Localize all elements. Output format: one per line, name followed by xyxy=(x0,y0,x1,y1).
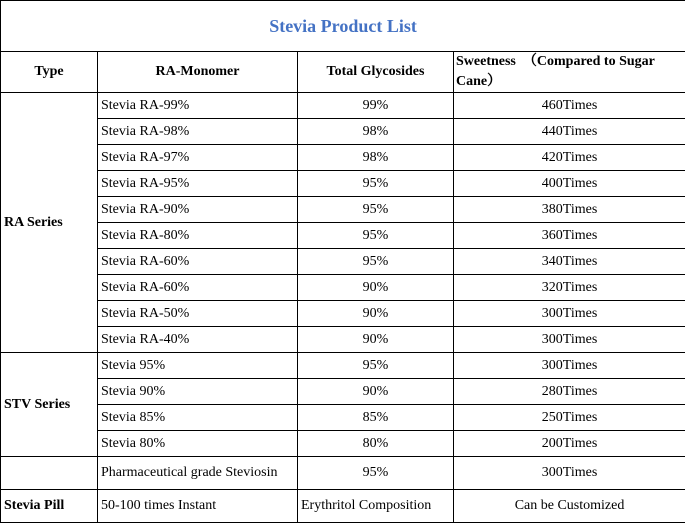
pharma-type xyxy=(1,457,98,490)
sweetness-value: 360Times xyxy=(454,223,685,249)
header-row xyxy=(1,52,685,93)
glycosides-value: 90% xyxy=(298,379,454,405)
table-row xyxy=(1,119,685,145)
product-name: Stevia RA-99% xyxy=(98,93,298,119)
header-ra-monomer: RA-Monomer xyxy=(98,52,298,93)
title-row xyxy=(1,1,685,52)
product-name: Pharmaceutical grade Steviosin xyxy=(98,457,298,490)
product-name: Stevia RA-90% xyxy=(98,197,298,223)
product-name: Stevia RA-95% xyxy=(98,171,298,197)
glycosides-value: 95% xyxy=(298,457,454,490)
sweetness-value: 440Times xyxy=(454,119,685,145)
product-name: 50-100 times Instant xyxy=(98,490,298,523)
glycosides-value: 95% xyxy=(298,223,454,249)
ra-series-label: RA Series xyxy=(1,93,98,353)
glycosides-value: 95% xyxy=(298,353,454,379)
table-row xyxy=(1,327,685,353)
sweetness-value: 300Times xyxy=(454,301,685,327)
glycosides-value: 80% xyxy=(298,431,454,457)
sweetness-value: 420Times xyxy=(454,145,685,171)
table-row xyxy=(1,93,685,119)
sweetness-value: 300Times xyxy=(454,353,685,379)
product-name: Stevia RA-40% xyxy=(98,327,298,353)
stv-series-label: STV Series xyxy=(1,353,98,457)
glycosides-value: 90% xyxy=(298,275,454,301)
pill-type: Stevia Pill xyxy=(1,490,98,523)
table-row xyxy=(1,197,685,223)
table-row xyxy=(1,457,685,490)
sweetness-value: 280Times xyxy=(454,379,685,405)
sweetness-value: 300Times xyxy=(454,327,685,353)
product-name: Stevia 80% xyxy=(98,431,298,457)
sweetness-value: 400Times xyxy=(454,171,685,197)
glycosides-value: 90% xyxy=(298,327,454,353)
glycosides-value: 85% xyxy=(298,405,454,431)
table-row xyxy=(1,145,685,171)
glycosides-value: 90% xyxy=(298,301,454,327)
sweetness-value: 460Times xyxy=(454,93,685,119)
product-name: Stevia 90% xyxy=(98,379,298,405)
table-row xyxy=(1,490,685,523)
glycosides-value: 95% xyxy=(298,171,454,197)
table-row xyxy=(1,431,685,457)
header-total-glycosides: Total Glycosides xyxy=(298,52,454,93)
sweetness-value: 300Times xyxy=(454,457,685,490)
glycosides-value: 95% xyxy=(298,249,454,275)
sweetness-value: 250Times xyxy=(454,405,685,431)
header-type: Type xyxy=(1,52,98,93)
glycosides-value: 98% xyxy=(298,119,454,145)
product-name: Stevia RA-80% xyxy=(98,223,298,249)
table-row xyxy=(1,223,685,249)
sweetness-value: 380Times xyxy=(454,197,685,223)
table-row xyxy=(1,171,685,197)
sweetness-value: 320Times xyxy=(454,275,685,301)
sweetness-value: 200Times xyxy=(454,431,685,457)
sweetness-value: 340Times xyxy=(454,249,685,275)
product-name: Stevia RA-60% xyxy=(98,249,298,275)
table-row xyxy=(1,249,685,275)
glycosides-value: 98% xyxy=(298,145,454,171)
sweetness-value: Can be Customized xyxy=(454,490,685,523)
table-row xyxy=(1,353,685,379)
product-name: Stevia 95% xyxy=(98,353,298,379)
table-row xyxy=(1,275,685,301)
product-name: Stevia 85% xyxy=(98,405,298,431)
table-row xyxy=(1,301,685,327)
table-row xyxy=(1,379,685,405)
table-title: Stevia Product List xyxy=(1,1,685,52)
glycosides-value: 99% xyxy=(298,93,454,119)
table-row xyxy=(1,405,685,431)
product-name: Stevia RA-60% xyxy=(98,275,298,301)
header-sweetness: Sweetness （Compared to Sugar Cane） xyxy=(454,52,685,93)
product-name: Stevia RA-98% xyxy=(98,119,298,145)
product-name: Stevia RA-50% xyxy=(98,301,298,327)
glycosides-value: 95% xyxy=(298,197,454,223)
glycosides-value: Erythritol Composition xyxy=(298,490,454,523)
product-name: Stevia RA-97% xyxy=(98,145,298,171)
